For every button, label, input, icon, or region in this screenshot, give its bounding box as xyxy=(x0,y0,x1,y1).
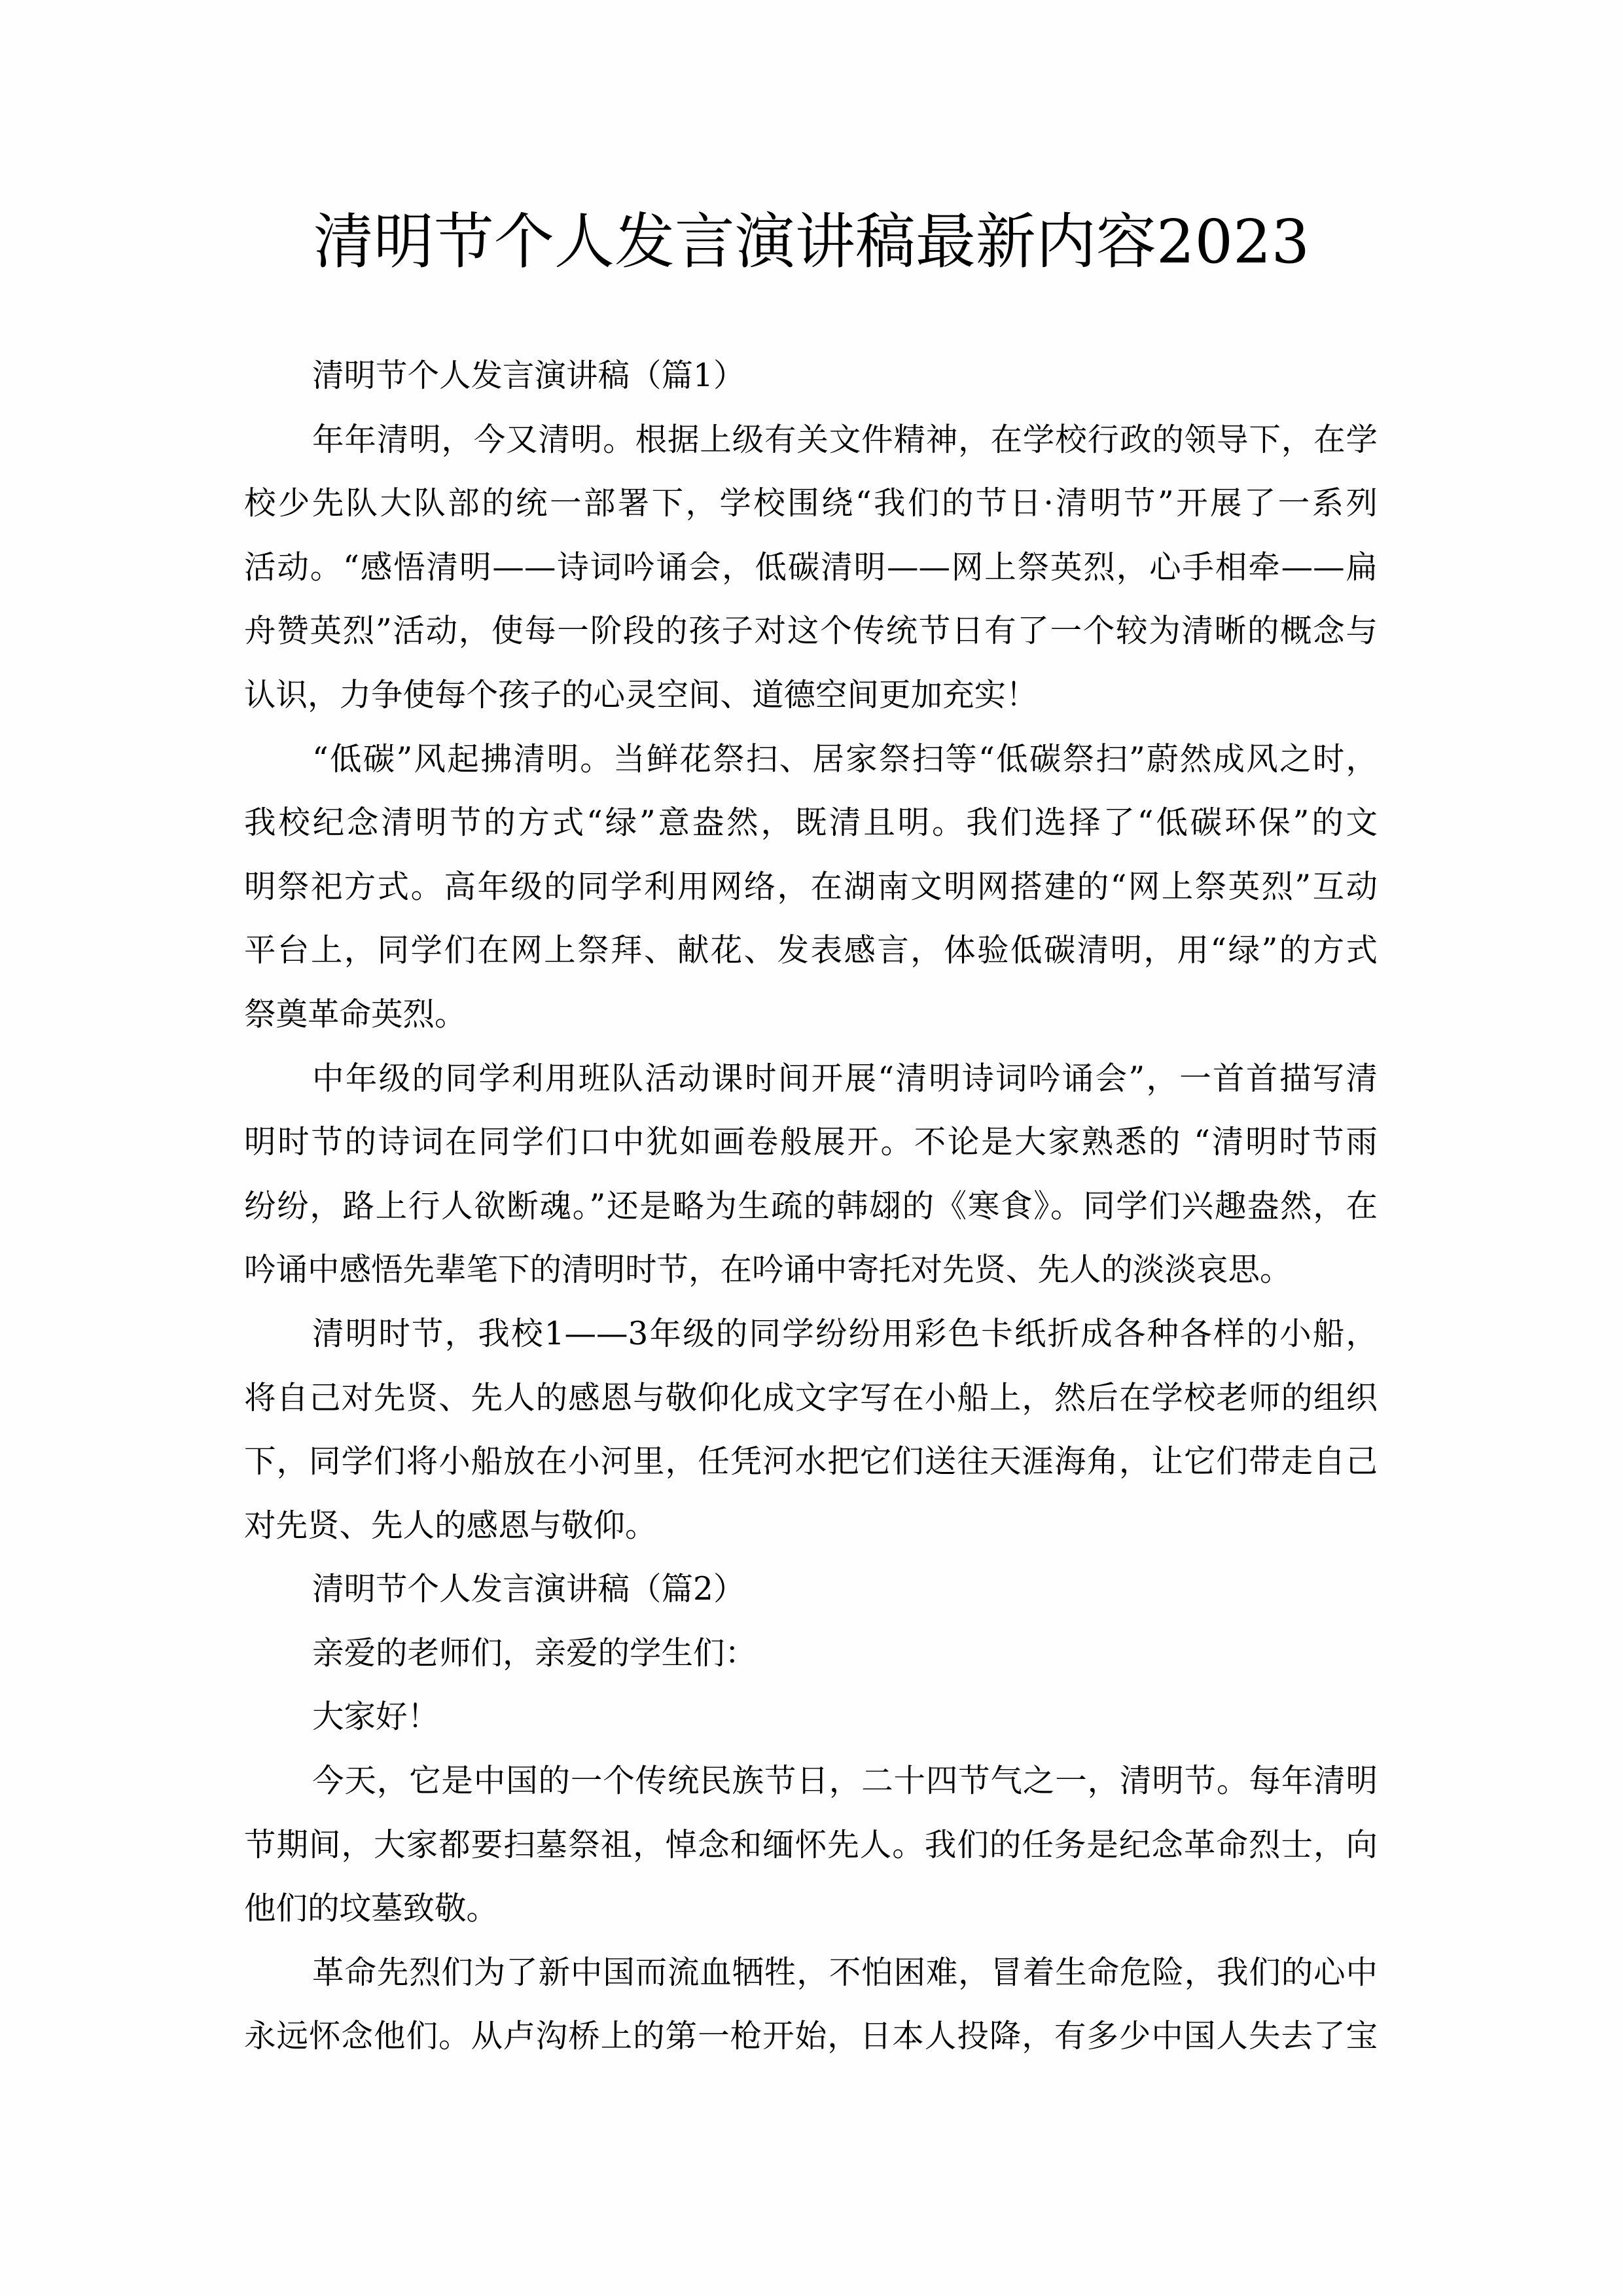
section-heading: 清明节个人发言演讲稿（篇1） xyxy=(312,357,745,394)
text-line: 活动。“感悟清明——诗词吟诵会，低碳清明——网上祭英烈，心手相牵——扁 xyxy=(244,548,1378,586)
document-body xyxy=(244,344,1378,2069)
text-line: 年年清明，今又清明。根据上级有关文件精神，在学校行政的领导下，在学 xyxy=(312,421,1378,458)
document-title: 清明节个人发言演讲稿最新内容2023 xyxy=(313,207,1310,277)
text-line: 永远怀念他们。从卢沟桥上的第一枪开始，日本人投降，有多少中国人失去了宝 xyxy=(244,2018,1378,2055)
text-line: 舟赞英烈”活动，使每一阶段的孩子对这个传统节日有了一个较为清晰的概念与 xyxy=(244,613,1378,650)
text-line: 大家好！ xyxy=(312,1698,440,1736)
text-line: 对先贤、先人的感恩与敬仰。 xyxy=(244,1507,657,1544)
text-line: 清明时节，我校1——3年级的同学纷纷用彩色卡纸折成各种各样的小船， xyxy=(312,1315,1378,1352)
text-line: 下，同学们将小船放在小河里，任凭河水把它们送往天涯海角，让它们带走自己 xyxy=(244,1443,1378,1480)
text-line: 节期间，大家都要扫墓祭祖，悼念和缅怀先人。我们的任务是纪念革命烈士，向 xyxy=(244,1826,1378,1863)
text-line: 吟诵中感悟先辈笔下的清明时节，在吟诵中寄托对先贤、先人的淡淡哀思。 xyxy=(244,1251,1292,1289)
text-line: 认识，力争使每个孩子的心灵空间、道德空间更加充实！ xyxy=(244,676,1038,713)
text-line: 明祭祀方式。高年级的同学利用网络，在湖南文明网搭建的“网上祭英烈”互动 xyxy=(244,868,1378,905)
text-line: 我校纪念清明节的方式“绿”意盎然，既清且明。我们选择了“低碳环保”的文 xyxy=(244,804,1378,842)
text-line: 平台上，同学们在网上祭拜、献花、发表感言，体验低碳清明，用“绿”的方式 xyxy=(244,932,1378,969)
text-line: 祭奠革命英烈。 xyxy=(244,996,467,1033)
text-line: 中年级的同学利用班队活动课时间开展“清明诗词吟诵会”，一首首描写清 xyxy=(312,1060,1378,1097)
text-line: “低碳”风起拂清明。当鲜花祭扫、居家祭扫等“低碳祭扫”蔚然成风之时， xyxy=(312,740,1378,778)
text-line: 明时节的诗词在同学们口中犹如画卷般展开。不论是大家熟悉的 “清明时节雨 xyxy=(244,1124,1378,1161)
text-line: 纷纷，路上行人欲断魂。”还是略为生疏的韩翃的《寒食》。同学们兴趣盎然，在 xyxy=(244,1187,1378,1225)
text-line: 今天，它是中国的一个传统民族节日，二十四节气之一，清明节。每年清明 xyxy=(312,1763,1378,1800)
section-heading: 清明节个人发言演讲稿（篇2） xyxy=(312,1571,745,1608)
text-line: 校少先队大队部的统一部署下，学校围绕“我们的节日·清明节”开展了一系列 xyxy=(244,485,1378,522)
text-line: 革命先烈们为了新中国而流血牺牲，不怕困难，冒着生命危险，我们的心中 xyxy=(312,1954,1378,1991)
text-line: 他们的坟墓致敬。 xyxy=(244,1890,499,1928)
text-line: 亲爱的老师们，亲爱的学生们： xyxy=(312,1634,757,1672)
text-line: 将自己对先贤、先人的感恩与敬仰化成文字写在小船上，然后在学校老师的组织 xyxy=(244,1379,1378,1416)
